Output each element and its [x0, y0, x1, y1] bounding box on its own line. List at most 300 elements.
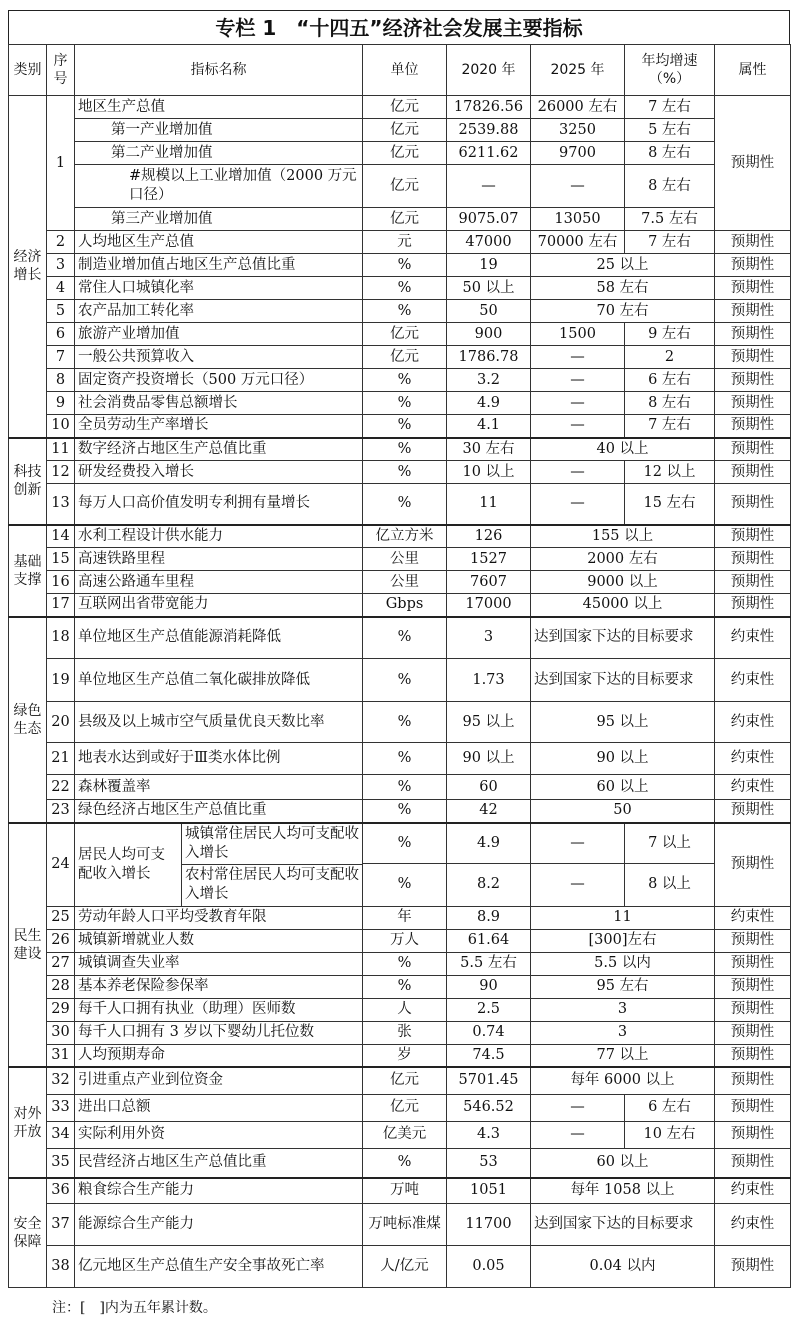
- value-2020-cell: 5701.45: [447, 1067, 531, 1094]
- value-2020-cell: 42: [447, 800, 531, 823]
- header-seq: 序号: [47, 45, 75, 96]
- value-2020-cell: 7607: [447, 571, 531, 594]
- name-cell: 一般公共预算收入: [75, 346, 363, 369]
- target-2025-merged-cell: 25 以上: [531, 254, 715, 277]
- value-2025-cell: 3250: [531, 119, 625, 142]
- value-2020-cell: 95 以上: [447, 702, 531, 743]
- name-cell: 亿元地区生产总值生产安全事故死亡率: [75, 1245, 363, 1287]
- target-2025-merged-cell: 3: [531, 998, 715, 1021]
- name-cell: 高速公路通车里程: [75, 571, 363, 594]
- unit-cell: %: [363, 863, 447, 906]
- table-row: [9, 323, 791, 346]
- name-cell: #规模以上工业增加值（2000 万元口径）: [75, 165, 363, 208]
- value-2020-cell: 4.9: [447, 392, 531, 415]
- growth-cell: 7 左右: [625, 415, 715, 438]
- name-cell: 社会消费品零售总额增长: [75, 392, 363, 415]
- unit-cell: %: [363, 300, 447, 323]
- table-row: [9, 277, 791, 300]
- attr-cell: 预期性: [715, 975, 791, 998]
- attr-cell: 预期性: [715, 254, 791, 277]
- seq-cell: 3: [47, 254, 75, 277]
- target-2025-merged-cell: 70 左右: [531, 300, 715, 323]
- unit-cell: %: [363, 461, 447, 484]
- target-2025-merged-cell: 0.04 以内: [531, 1245, 715, 1287]
- name-cell: 每千人口拥有执业（助理）医师数: [75, 998, 363, 1021]
- value-2020-cell: 2539.88: [447, 119, 531, 142]
- category-cell: 对外开放: [9, 1067, 47, 1178]
- unit-cell: 亿元: [363, 208, 447, 231]
- table-row: [9, 392, 791, 415]
- value-2020-cell: 0.05: [447, 1245, 531, 1287]
- unit-cell: 万人: [363, 929, 447, 952]
- attr-cell: 预期性: [715, 952, 791, 975]
- target-2025-merged-cell: 达到国家下达的目标要求: [531, 1203, 715, 1245]
- name-cell: 城镇新增就业人数: [75, 929, 363, 952]
- name-cell: 第三产业增加值: [75, 208, 363, 231]
- table-row: [9, 96, 791, 119]
- category-cell: 安全保障: [9, 1178, 47, 1287]
- name-cell: 粮食综合生产能力: [75, 1178, 363, 1203]
- growth-cell: 2: [625, 346, 715, 369]
- value-2020-cell: 2.5: [447, 998, 531, 1021]
- attr-cell: 预期性: [715, 823, 791, 907]
- attr-cell: 预期性: [715, 231, 791, 254]
- unit-cell: %: [363, 952, 447, 975]
- table-row: [9, 929, 791, 952]
- target-2025-merged-cell: 11: [531, 906, 715, 929]
- table-row: [9, 1178, 791, 1203]
- attr-cell: 预期性: [715, 369, 791, 392]
- value-2025-cell: —: [531, 484, 625, 525]
- table-row: [9, 1021, 791, 1044]
- target-2025-merged-cell: 2000 左右: [531, 548, 715, 571]
- target-2025-merged-cell: 45000 以上: [531, 594, 715, 617]
- table-row: [9, 800, 791, 823]
- seq-cell: 27: [47, 952, 75, 975]
- value-2025-cell: —: [531, 392, 625, 415]
- table-row: [9, 461, 791, 484]
- table-row: [9, 346, 791, 369]
- value-2025-cell: —: [531, 863, 625, 906]
- table-row: [9, 1148, 791, 1178]
- seq-cell: 10: [47, 415, 75, 438]
- seq-cell: 11: [47, 438, 75, 461]
- target-2025-merged-cell: 60 以上: [531, 1148, 715, 1178]
- name-cell: 城镇调查失业率: [75, 952, 363, 975]
- target-2025-merged-cell: 每年 6000 以上: [531, 1067, 715, 1094]
- value-2020-cell: 50 以上: [447, 277, 531, 300]
- growth-cell: 6 左右: [625, 369, 715, 392]
- unit-cell: %: [363, 617, 447, 659]
- growth-cell: 7 以上: [625, 823, 715, 864]
- name-cell: 森林覆盖率: [75, 775, 363, 800]
- unit-cell: 亿元: [363, 165, 447, 208]
- unit-cell: 亿元: [363, 119, 447, 142]
- seq-cell: 35: [47, 1148, 75, 1178]
- name-cell: 常住人口城镇化率: [75, 277, 363, 300]
- category-cell: 民生建设: [9, 823, 47, 1068]
- unit-cell: 亿元: [363, 96, 447, 119]
- unit-cell: %: [363, 369, 447, 392]
- attr-cell: 预期性: [715, 525, 791, 548]
- seq-cell: 37: [47, 1203, 75, 1245]
- unit-cell: %: [363, 277, 447, 300]
- value-2020-cell: 74.5: [447, 1044, 531, 1067]
- table-row: [9, 1094, 791, 1121]
- urban-income-label: 城镇常住居民人均可支配收入增长: [182, 824, 362, 866]
- header-row: [9, 45, 791, 96]
- attr-cell: 预期性: [715, 998, 791, 1021]
- seq-cell: 5: [47, 300, 75, 323]
- target-2025-merged-cell: 每年 1058 以上: [531, 1178, 715, 1203]
- value-2020-cell: 19: [447, 254, 531, 277]
- value-2020-cell: 11700: [447, 1203, 531, 1245]
- value-2025-cell: 26000 左右: [531, 96, 625, 119]
- unit-cell: 万吨标准煤: [363, 1203, 447, 1245]
- seq-cell: 7: [47, 346, 75, 369]
- attr-cell: 预期性: [715, 1044, 791, 1067]
- table-row: [9, 906, 791, 929]
- growth-cell: 7 左右: [625, 96, 715, 119]
- name-cell: 县级及以上城市空气质量优良天数比率: [75, 702, 363, 743]
- attr-cell: 预期性: [715, 277, 791, 300]
- value-2020-cell: 5.5 左右: [447, 952, 531, 975]
- name-cell: 农产品加工转化率: [75, 300, 363, 323]
- seq-cell: 25: [47, 906, 75, 929]
- unit-cell: 岁: [363, 1044, 447, 1067]
- growth-cell: 9 左右: [625, 323, 715, 346]
- value-2020-cell: 1527: [447, 548, 531, 571]
- table-row: [9, 1245, 791, 1287]
- table-row: [9, 743, 791, 775]
- table-title: 专栏 1 “十四五”经济社会发展主要指标: [8, 10, 790, 44]
- name-cell: 高速铁路里程: [75, 548, 363, 571]
- unit-cell: 亿立方米: [363, 525, 447, 548]
- value-2020-cell: —: [447, 165, 531, 208]
- table-row: [9, 702, 791, 743]
- target-2025-merged-cell: 50: [531, 800, 715, 823]
- value-2020-cell: 60: [447, 775, 531, 800]
- value-2020-cell: 17826.56: [447, 96, 531, 119]
- target-2025-merged-cell: [300]左右: [531, 929, 715, 952]
- value-2025-cell: —: [531, 346, 625, 369]
- growth-cell: 8 左右: [625, 142, 715, 165]
- seq-cell: 21: [47, 743, 75, 775]
- attr-cell: 约束性: [715, 702, 791, 743]
- table-row: [9, 231, 791, 254]
- target-2025-merged-cell: 90 以上: [531, 743, 715, 775]
- table-row: [9, 975, 791, 998]
- unit-cell: 张: [363, 1021, 447, 1044]
- value-2025-cell: —: [531, 1094, 625, 1121]
- attr-cell: 预期性: [715, 415, 791, 438]
- value-2020-cell: 4.1: [447, 415, 531, 438]
- value-2025-cell: —: [531, 823, 625, 864]
- table-row: [9, 208, 791, 231]
- name-cell: 人均地区生产总值: [75, 231, 363, 254]
- value-2020-cell: 0.74: [447, 1021, 531, 1044]
- target-2025-merged-cell: 58 左右: [531, 277, 715, 300]
- unit-cell: 亿元: [363, 323, 447, 346]
- attr-cell: 预期性: [715, 548, 791, 571]
- seq-cell: 38: [47, 1245, 75, 1287]
- seq-cell: 28: [47, 975, 75, 998]
- value-2020-cell: 1.73: [447, 659, 531, 702]
- header-name: 指标名称: [75, 45, 363, 96]
- name-cell: 第二产业增加值: [75, 142, 363, 165]
- name-cell: 固定资产投资增长（500 万元口径）: [75, 369, 363, 392]
- target-2025-merged-cell: 95 左右: [531, 975, 715, 998]
- seq-cell: 29: [47, 998, 75, 1021]
- value-2020-cell: 11: [447, 484, 531, 525]
- attr-cell: 约束性: [715, 1203, 791, 1245]
- attr-cell: 预期性: [715, 1067, 791, 1094]
- seq-cell: 34: [47, 1121, 75, 1148]
- attr-cell: 预期性: [715, 800, 791, 823]
- attr-cell: 预期性: [715, 461, 791, 484]
- table-row: [9, 998, 791, 1021]
- target-2025-merged-cell: 95 以上: [531, 702, 715, 743]
- name-cell: 民营经济占地区生产总值比重: [75, 1148, 363, 1178]
- attr-cell: 预期性: [715, 571, 791, 594]
- attr-cell: 预期性: [715, 1148, 791, 1178]
- header-attr: 属性: [715, 45, 791, 96]
- seq-cell: 15: [47, 548, 75, 571]
- seq-cell: 1: [47, 96, 75, 231]
- name-cell: 劳动年龄人口平均受教育年限: [75, 906, 363, 929]
- unit-cell: 公里: [363, 548, 447, 571]
- name-cell: 能源综合生产能力: [75, 1203, 363, 1245]
- name-cell: 水利工程设计供水能力: [75, 525, 363, 548]
- growth-cell: 8 左右: [625, 392, 715, 415]
- header-2020: 2020 年: [447, 45, 531, 96]
- unit-cell: %: [363, 1148, 447, 1178]
- name-cell: 每千人口拥有 3 岁以下婴幼儿托位数: [75, 1021, 363, 1044]
- seq-cell: 30: [47, 1021, 75, 1044]
- attr-cell: 约束性: [715, 775, 791, 800]
- value-2020-cell: 10 以上: [447, 461, 531, 484]
- attr-cell: 预期性: [715, 300, 791, 323]
- attr-cell: 预期性: [715, 438, 791, 461]
- value-2020-cell: 4.3: [447, 1121, 531, 1148]
- target-2025-merged-cell: 3: [531, 1021, 715, 1044]
- table-row: [9, 484, 791, 525]
- table-row: [9, 1121, 791, 1148]
- value-2020-cell: 17000: [447, 594, 531, 617]
- name-cell: 每万人口高价值发明专利拥有量增长: [75, 484, 363, 525]
- name-cell: 互联网出省带宽能力: [75, 594, 363, 617]
- value-2025-cell: —: [531, 415, 625, 438]
- attr-cell: 预期性: [715, 346, 791, 369]
- table-row: [9, 165, 791, 208]
- value-2020-cell: 8.9: [447, 906, 531, 929]
- seq-cell: 12: [47, 461, 75, 484]
- value-2020-cell: 90 以上: [447, 743, 531, 775]
- value-2020-cell: 4.9: [447, 823, 531, 864]
- header-unit: 单位: [363, 45, 447, 96]
- name-cell: 地表水达到或好于Ⅲ类水体比例: [75, 743, 363, 775]
- target-2025-merged-cell: 40 以上: [531, 438, 715, 461]
- table-row: [9, 659, 791, 702]
- value-2020-cell: 53: [447, 1148, 531, 1178]
- table-row: [9, 369, 791, 392]
- indicator-table: [8, 44, 791, 1288]
- unit-cell: %: [363, 975, 447, 998]
- attr-cell: 约束性: [715, 617, 791, 659]
- value-2020-cell: 61.64: [447, 929, 531, 952]
- growth-cell: 8 以上: [625, 863, 715, 906]
- growth-cell: 8 左右: [625, 165, 715, 208]
- value-2025-cell: 13050: [531, 208, 625, 231]
- attr-cell: 预期性: [715, 323, 791, 346]
- value-2025-cell: —: [531, 369, 625, 392]
- value-2020-cell: 9075.07: [447, 208, 531, 231]
- header-2025: 2025 年: [531, 45, 625, 96]
- seq-cell: 22: [47, 775, 75, 800]
- name-cell: 地区生产总值: [75, 96, 363, 119]
- seq-cell: 26: [47, 929, 75, 952]
- unit-cell: %: [363, 775, 447, 800]
- attr-cell: 约束性: [715, 1178, 791, 1203]
- attr-cell: 约束性: [715, 659, 791, 702]
- seq-cell: 20: [47, 702, 75, 743]
- attr-cell: 约束性: [715, 743, 791, 775]
- attr-cell: 预期性: [715, 1245, 791, 1287]
- name-cell: 进出口总额: [75, 1094, 363, 1121]
- category-cell: 基础支撑: [9, 525, 47, 617]
- value-2020-cell: 1051: [447, 1178, 531, 1203]
- seq-cell: 23: [47, 800, 75, 823]
- name-cell: 旅游产业增加值: [75, 323, 363, 346]
- table-row: [9, 1044, 791, 1067]
- category-cell: 绿色生态: [9, 617, 47, 823]
- value-2020-cell: 90: [447, 975, 531, 998]
- unit-cell: %: [363, 484, 447, 525]
- name-cell: 基本养老保险参保率: [75, 975, 363, 998]
- seq-cell: 6: [47, 323, 75, 346]
- seq-cell: 33: [47, 1094, 75, 1121]
- table-row: [9, 438, 791, 461]
- value-2025-cell: —: [531, 461, 625, 484]
- category-cell: 经济增长: [9, 96, 47, 438]
- value-2020-cell: 126: [447, 525, 531, 548]
- attr-cell: 预期性: [715, 1021, 791, 1044]
- growth-cell: 5 左右: [625, 119, 715, 142]
- seq-cell: 31: [47, 1044, 75, 1067]
- unit-cell: %: [363, 392, 447, 415]
- table-row: [9, 415, 791, 438]
- growth-cell: 7.5 左右: [625, 208, 715, 231]
- attr-cell: 预期性: [715, 484, 791, 525]
- target-2025-merged-cell: 60 以上: [531, 775, 715, 800]
- target-2025-merged-cell: 155 以上: [531, 525, 715, 548]
- value-2020-cell: 546.52: [447, 1094, 531, 1121]
- value-2020-cell: 1786.78: [447, 346, 531, 369]
- name-cell: 第一产业增加值: [75, 119, 363, 142]
- attr-cell: 预期性: [715, 96, 791, 231]
- value-2020-cell: 3: [447, 617, 531, 659]
- growth-cell: 6 左右: [625, 1094, 715, 1121]
- value-2020-cell: 900: [447, 323, 531, 346]
- unit-cell: 公里: [363, 571, 447, 594]
- growth-cell: 12 以上: [625, 461, 715, 484]
- name-cell: 研发经费投入增长: [75, 461, 363, 484]
- income-group-label: 居民人均可支配收入增长: [75, 824, 182, 906]
- header-growth: 年均增速（%）: [625, 45, 715, 96]
- attr-cell: 预期性: [715, 392, 791, 415]
- value-2025-cell: 9700: [531, 142, 625, 165]
- name-cell: 引进重点产业到位资金: [75, 1067, 363, 1094]
- income-group-cell: [75, 823, 363, 907]
- seq-cell: 32: [47, 1067, 75, 1094]
- table-row: [9, 525, 791, 548]
- seq-cell: 8: [47, 369, 75, 392]
- unit-cell: 亿元: [363, 1094, 447, 1121]
- unit-cell: %: [363, 702, 447, 743]
- unit-cell: %: [363, 659, 447, 702]
- unit-cell: %: [363, 743, 447, 775]
- table-row: [9, 1067, 791, 1094]
- unit-cell: 元: [363, 231, 447, 254]
- unit-cell: 亿元: [363, 142, 447, 165]
- unit-cell: 年: [363, 906, 447, 929]
- seq-cell: 17: [47, 594, 75, 617]
- unit-cell: Gbps: [363, 594, 447, 617]
- unit-cell: 亿元: [363, 1067, 447, 1094]
- unit-cell: %: [363, 823, 447, 864]
- attr-cell: 预期性: [715, 1094, 791, 1121]
- attr-cell: 约束性: [715, 906, 791, 929]
- value-2020-cell: 3.2: [447, 369, 531, 392]
- table-row: [9, 775, 791, 800]
- unit-cell: 万吨: [363, 1178, 447, 1203]
- name-cell: 制造业增加值占地区生产总值比重: [75, 254, 363, 277]
- table-row: [9, 1203, 791, 1245]
- seq-cell: 9: [47, 392, 75, 415]
- seq-cell: 16: [47, 571, 75, 594]
- target-2025-merged-cell: 77 以上: [531, 1044, 715, 1067]
- unit-cell: 亿美元: [363, 1121, 447, 1148]
- unit-cell: 人/亿元: [363, 1245, 447, 1287]
- seq-cell: 4: [47, 277, 75, 300]
- target-2025-merged-cell: 5.5 以内: [531, 952, 715, 975]
- value-2020-cell: 47000: [447, 231, 531, 254]
- value-2025-cell: 70000 左右: [531, 231, 625, 254]
- name-cell: 数字经济占地区生产总值比重: [75, 438, 363, 461]
- value-2020-cell: 8.2: [447, 863, 531, 906]
- seq-cell: 14: [47, 525, 75, 548]
- growth-cell: 10 左右: [625, 1121, 715, 1148]
- growth-cell: 15 左右: [625, 484, 715, 525]
- table-row: [9, 254, 791, 277]
- category-cell: 科技创新: [9, 438, 47, 525]
- target-2025-merged-cell: 达到国家下达的目标要求: [531, 617, 715, 659]
- footnote: 注：[ ]内为五年累计数。: [52, 1300, 217, 1316]
- unit-cell: %: [363, 415, 447, 438]
- attr-cell: 预期性: [715, 929, 791, 952]
- value-2025-cell: —: [531, 1121, 625, 1148]
- value-2025-cell: 1500: [531, 323, 625, 346]
- unit-cell: 人: [363, 998, 447, 1021]
- name-cell: 全员劳动生产率增长: [75, 415, 363, 438]
- seq-cell: 24: [47, 823, 75, 907]
- indicator-table-sheet: [8, 10, 790, 1288]
- value-2020-cell: 30 左右: [447, 438, 531, 461]
- table-row: [9, 119, 791, 142]
- name-cell: 单位地区生产总值能源消耗降低: [75, 617, 363, 659]
- growth-cell: 7 左右: [625, 231, 715, 254]
- table-row: [9, 823, 791, 864]
